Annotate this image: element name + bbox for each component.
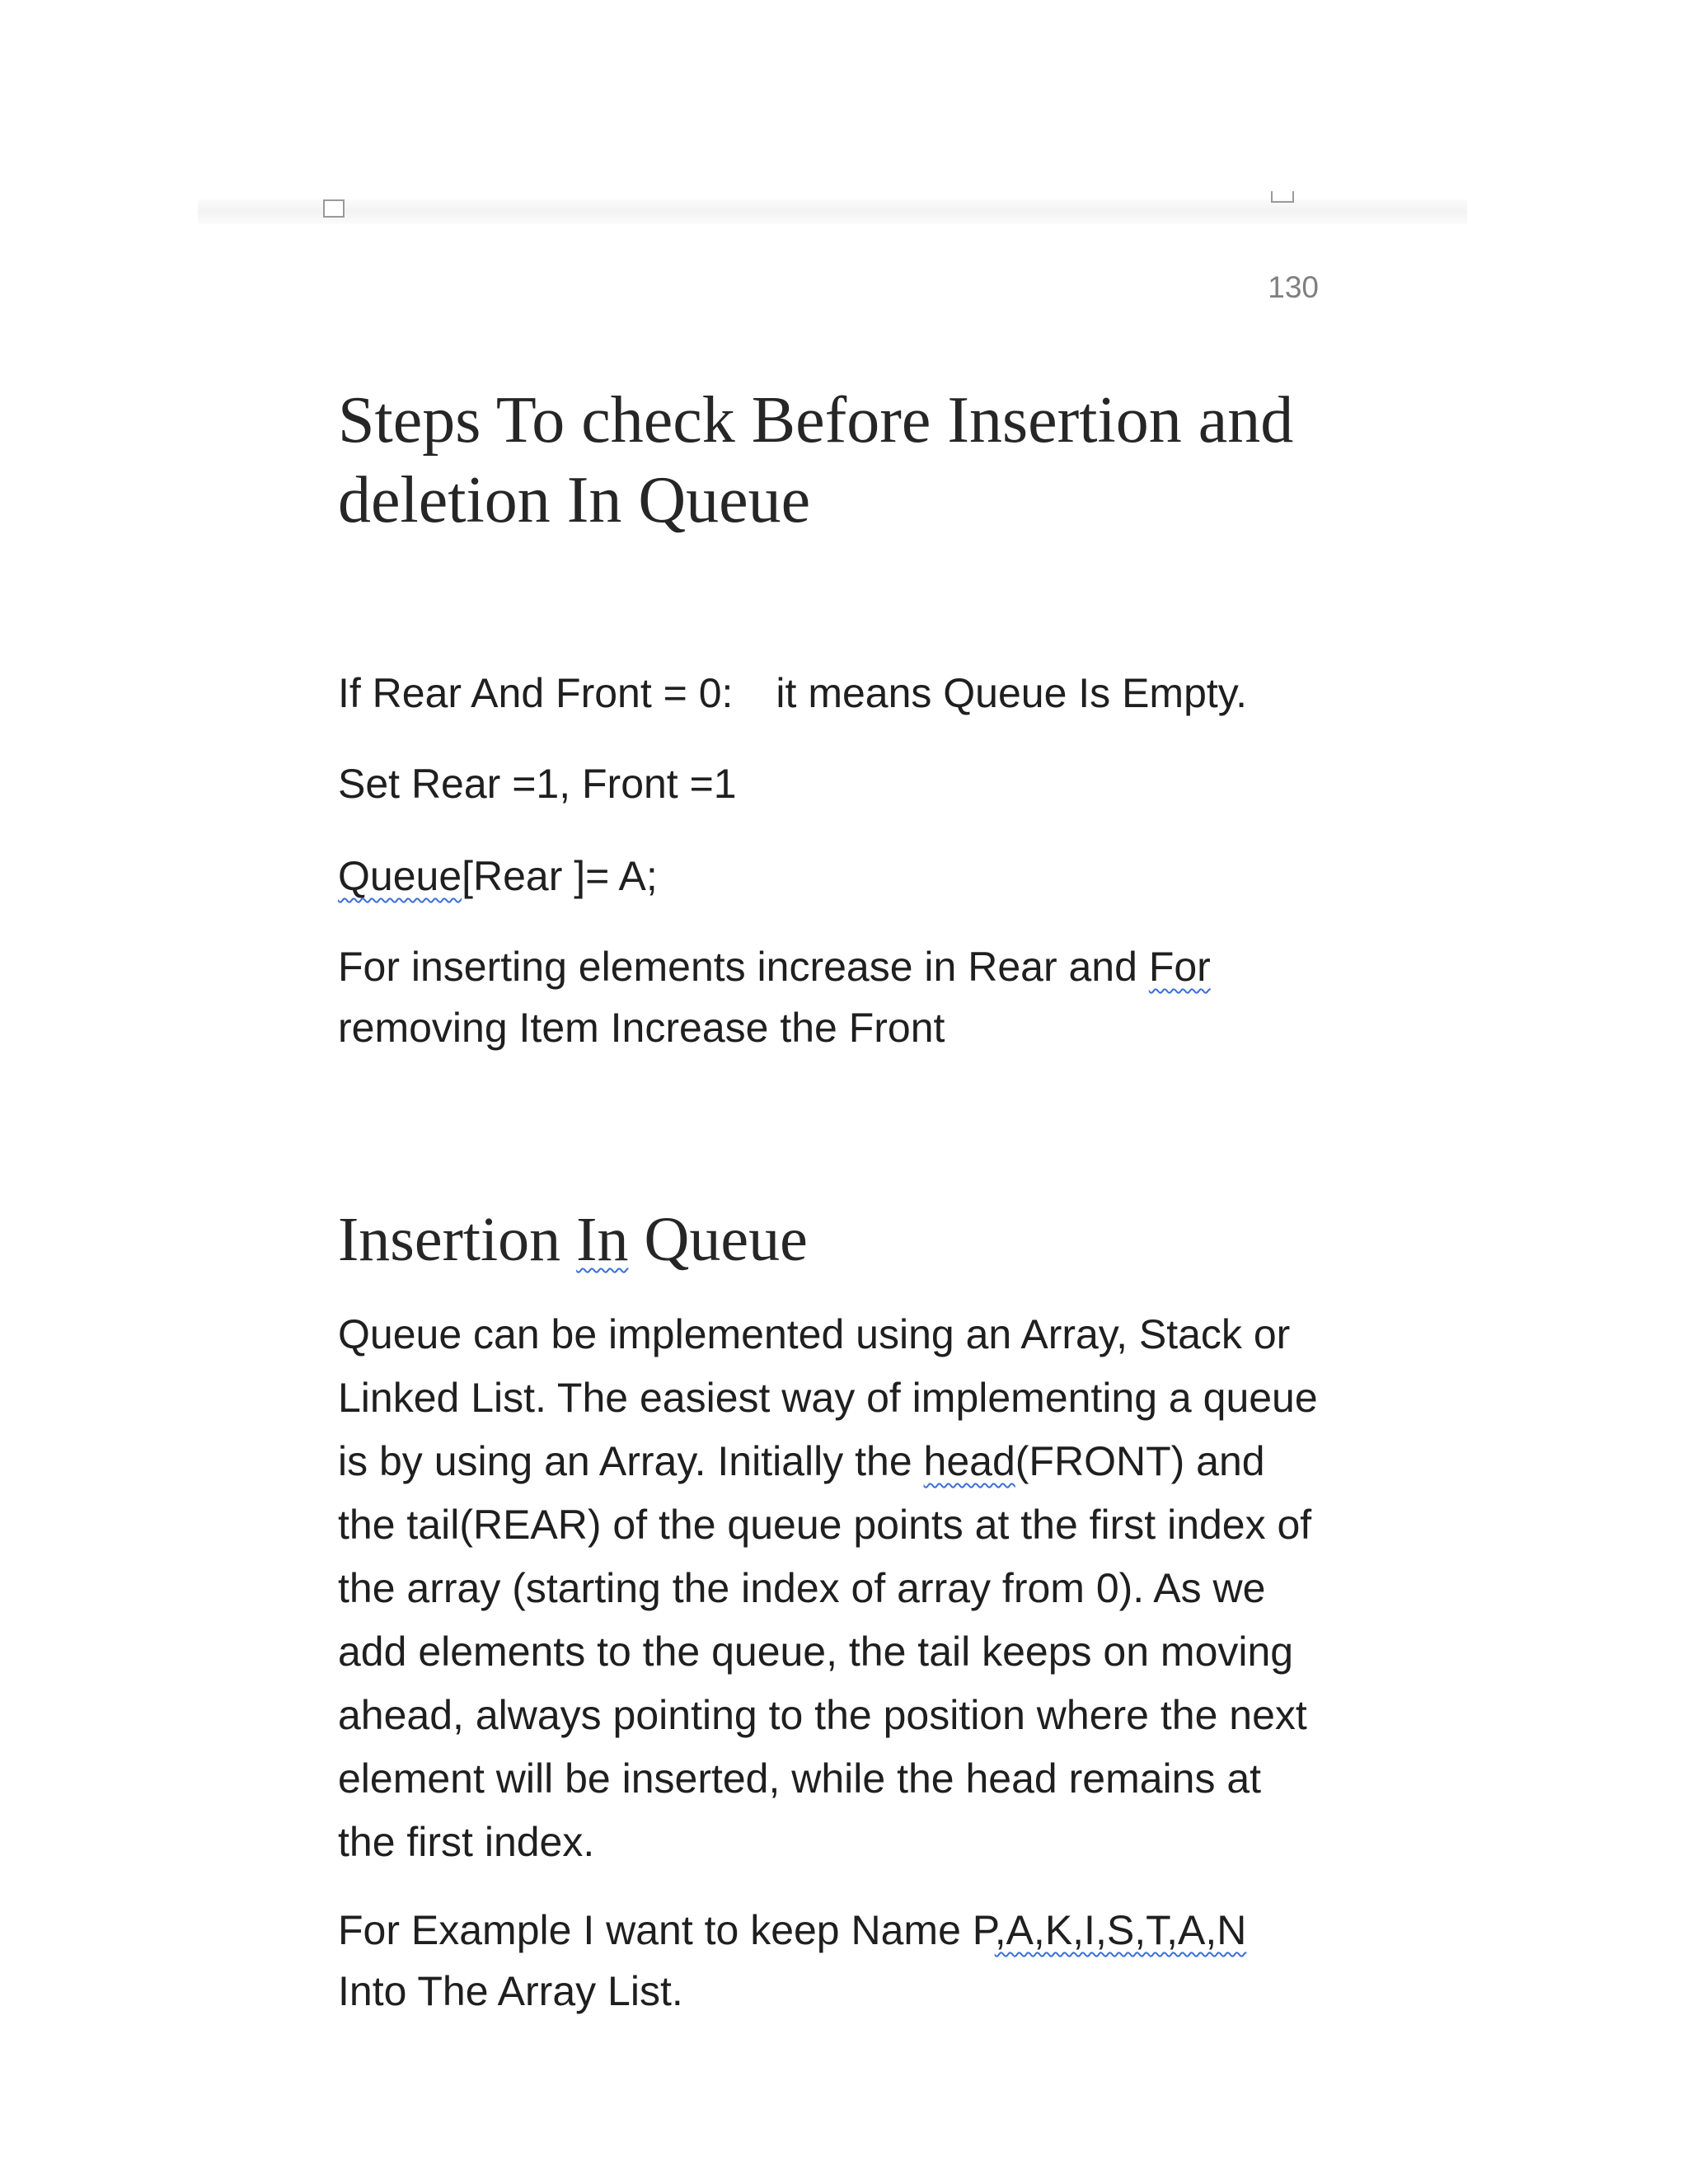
section-heading-steps: Steps To check Before Insertion and deletion In Queue xyxy=(338,384,1294,537)
heading-part-end: Queue xyxy=(628,1205,808,1274)
spellcheck-word: head xyxy=(923,1438,1015,1484)
page-number: 130 xyxy=(1268,270,1319,304)
paragraph-set-values: Set Rear =1, Front =1 xyxy=(338,761,737,807)
description-text: Queue can be implemented using an Array, Stack or Linked List. The easiest way of implementing a queue is by using an Array. Initially the xyxy=(338,1311,1318,1484)
increase-rule-text-end: removing Item Increase the Front xyxy=(338,1005,945,1051)
crop-mark-right-icon xyxy=(1271,191,1294,203)
heading-part: Insertion xyxy=(338,1205,577,1274)
section-heading-insertion xyxy=(338,1202,1319,1277)
spellcheck-word: For xyxy=(1148,944,1211,990)
spellcheck-word: ,A,K,I,S,T,A,N xyxy=(994,1907,1247,1953)
paragraph-increase-rule xyxy=(338,936,1319,1058)
description-text-end: (FRONT) and the tail(REAR) of the queue points at the first index of the array (starting the index of array from 0). As we add elements to the queue, the tail keeps on moving ahead, always pointing to the position where the next element will be inserted, while the head remains at the first index. xyxy=(338,1438,1312,1865)
increase-rule-text: For inserting elements increase in Rear and xyxy=(338,944,1149,990)
empty-condition-result: it means Queue Is Empty. xyxy=(776,670,1247,716)
page-header-band xyxy=(198,199,1467,224)
document-body[interactable] xyxy=(338,381,1319,2022)
empty-condition-text: If Rear And Front = 0: xyxy=(338,670,734,716)
paragraph-empty-condition xyxy=(338,663,1319,724)
assignment-rest: [Rear ]= A; xyxy=(462,853,658,899)
spellcheck-word: Queue xyxy=(338,853,462,899)
example-text-end: Into The Array List. xyxy=(338,1968,683,2014)
paragraph-assignment xyxy=(338,846,1319,907)
crop-mark-left-icon xyxy=(323,199,345,218)
spellcheck-word: In xyxy=(576,1205,629,1274)
example-text: For Example I want to keep Name P xyxy=(338,1907,995,1953)
paragraph-queue-description xyxy=(338,1303,1319,1874)
paragraph-example xyxy=(338,1900,1319,2022)
